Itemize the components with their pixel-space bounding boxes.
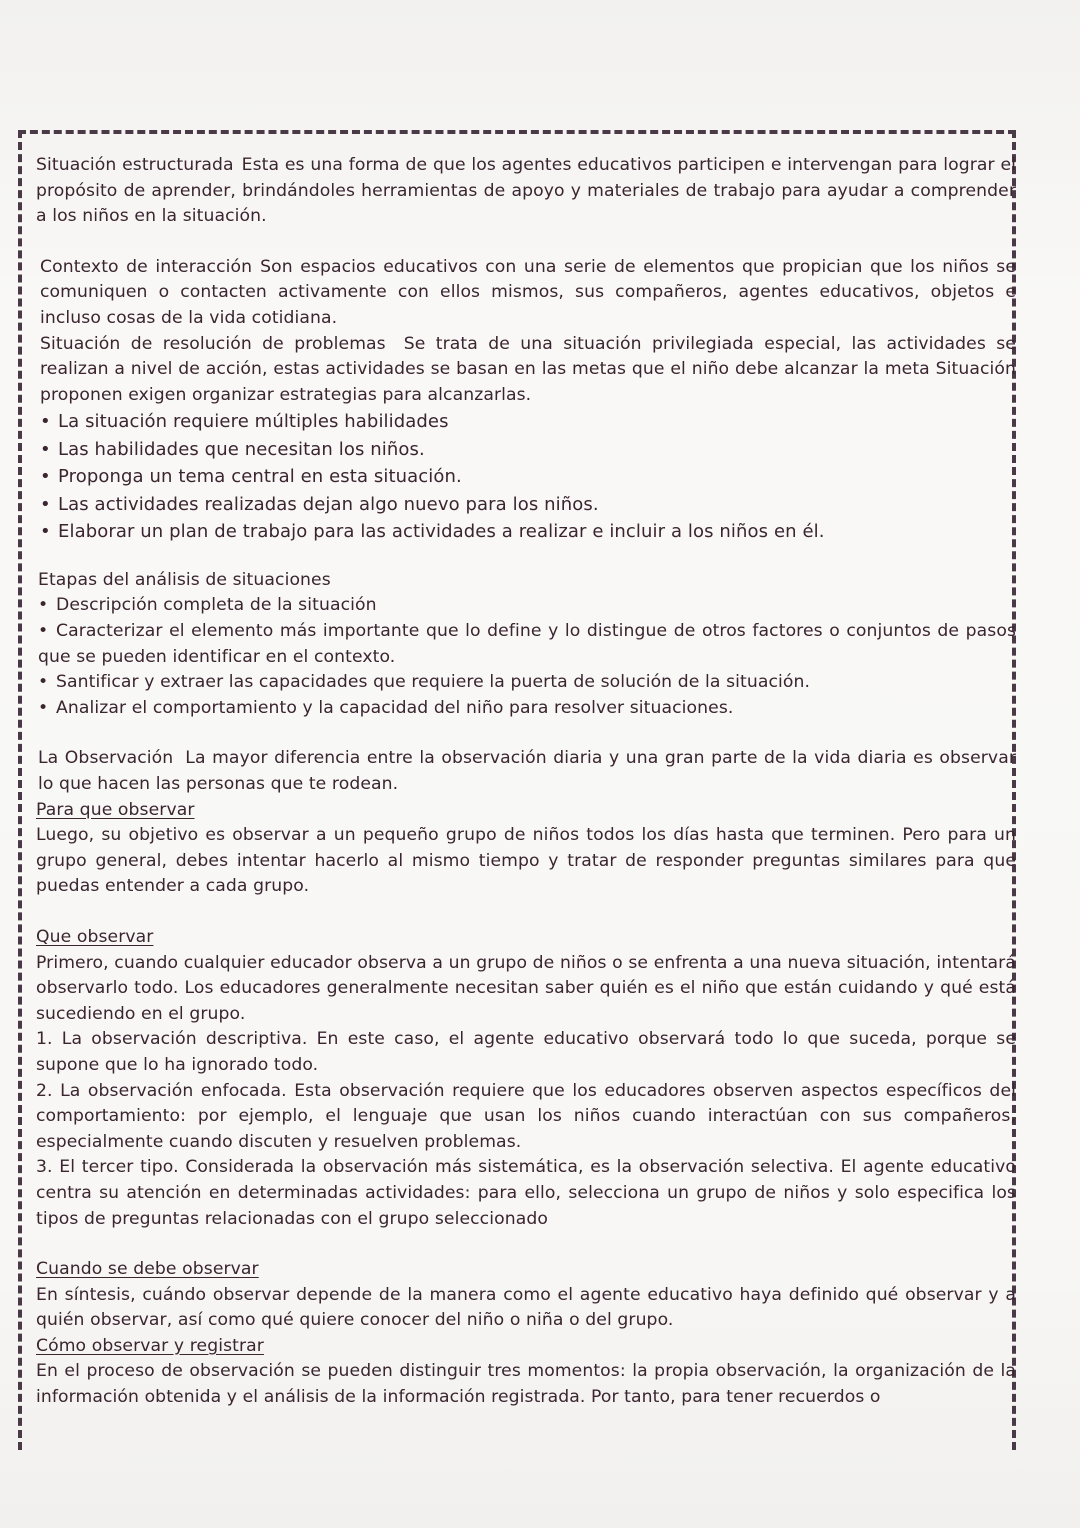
- term-contexto: Contexto de interacción: [40, 256, 253, 277]
- paragraph-como-observar: En el proceso de observación se pueden distinguir tres momentos: la propia observación, la organización de la información obtenida y el análisis de la información registrada. Por tanto, para tener recuerdos o: [36, 1361, 1016, 1408]
- text-contexto: Son espacios educativos con una serie de elementos que propician que los niños se comuniquen o contacten activamente con ellos mismos, sus compañeros, agentes educativos, objetos e incluso cosas de la vida cotidiana.: [40, 256, 1016, 328]
- paragraph-observacion-descriptiva: 1. La observación descriptiva. En este caso, el agente educativo observará todo lo que suceda, porque se supone que lo ha ignorado todo.: [36, 1029, 1016, 1075]
- list-item: • Descripción completa de la situación: [38, 595, 377, 616]
- etapas-section: [38, 568, 1016, 722]
- heading-para-que-observar: Para que observar: [36, 799, 195, 820]
- paragraph-observacion-enfocada: 2. La observación enfocada. Esta observación requiere que los educadores observen aspectos específicos del comportamiento: por ejemplo, el lenguaje que usan los niños cuando interactúan con sus compañeros, especialmente cuando discuten y resuelven problemas.: [36, 1080, 1016, 1152]
- paragraph-que-observar: Primero, cuando cualquier educador observa a un grupo de niños o se enfrenta a una nueva situación, intentará observarlo todo. Los educadores generalmente necesitan saber quién es el niño que están cuidando y qué está sucediendo en el grupo.: [36, 952, 1016, 1024]
- list-item: • Proponga un tema central en esta situación.: [40, 466, 462, 488]
- paragraph-cuando-observar: En síntesis, cuándo observar depende de la manera como el agente educativo haya definido qué observar y a quién observar, así como qué quiere conocer del niño o niña o del grupo.: [36, 1284, 1016, 1331]
- paragraph-situacion-estructurada: [36, 153, 1016, 230]
- paragraph-observacion: [38, 746, 1016, 797]
- paragraph-tercer-tipo: 3. El tercer tipo. Considerada la observación más sistemática, es la observación selectiva. El agente educativo centra su atención en determinadas actividades: para ello, selecciona un grupo de niños y solo especifica los tipos de preguntas relacionadas con el grupo seleccionado: [36, 1157, 1016, 1229]
- heading-cuando-observar: Cuando se debe observar: [36, 1259, 259, 1280]
- text-resolucion: Se trata de una situación privilegiada especial, las actividades se realizan a nivel de acción, estas actividades se basan en las metas que el niño debe alcanzar la meta Situación proponen exigen organizar estrategias para alcanzarlas.: [40, 333, 1016, 405]
- list-item: • Las actividades realizadas dejan algo nuevo para los niños.: [40, 493, 599, 515]
- term-situacion-estructurada: Situación estructurada: [36, 155, 234, 175]
- list-item: • Elaborar un plan de trabajo para las actividades a realizar e incluir a los niños en él.: [40, 521, 825, 543]
- list-item: • Santificar y extraer las capacidades que requiere la puerta de solución de la situación.: [38, 672, 811, 693]
- text-situacion-estructurada: Esta es una forma de que los agentes educativos participen e intervengan para lograr el propósito de aprender, brindándoles herramientas de apoyo y materiales de trabajo para ayudar a comprender a los niños en la situación.: [36, 155, 1016, 227]
- heading-que-observar: Que observar: [36, 926, 154, 947]
- term-observacion: La Observación: [38, 748, 174, 769]
- list-item: • Caracterizar el elemento más importante que lo define y lo distingue de otros factores o conjuntos de pasos que se pueden identificar en el contexto.: [38, 621, 1016, 667]
- list-item: • Las habilidades que necesitan los niños.: [40, 438, 425, 460]
- term-resolucion: Situación de resolución de problemas: [40, 333, 386, 354]
- paragraph-resolucion: [40, 332, 1016, 409]
- paragraph-contexto: [40, 255, 1016, 332]
- document-body: [36, 153, 1016, 1411]
- list-item: • La situación requiere múltiples habilidades: [40, 411, 449, 433]
- text-observacion: La mayor diferencia entre la observación diaria y una gran parte de la vida diaria es observar lo que hacen las personas que te rodean.: [38, 748, 1016, 794]
- list-item: • Analizar el comportamiento y la capacidad del niño para resolver situaciones.: [38, 697, 734, 718]
- heading-como-observar: Cómo observar y registrar: [36, 1335, 264, 1356]
- paragraph-para-que-observar: Luego, su objetivo es observar a un pequeño grupo de niños todos los días hasta que terminen. Pero para un grupo general, debes intentar hacerlo al mismo tiempo y tratar de responder preguntas similares para que puedas entender a cada grupo.: [36, 825, 1016, 897]
- etapas-title: Etapas del análisis de situaciones: [38, 569, 331, 590]
- resolucion-bullet-list: [40, 408, 1016, 546]
